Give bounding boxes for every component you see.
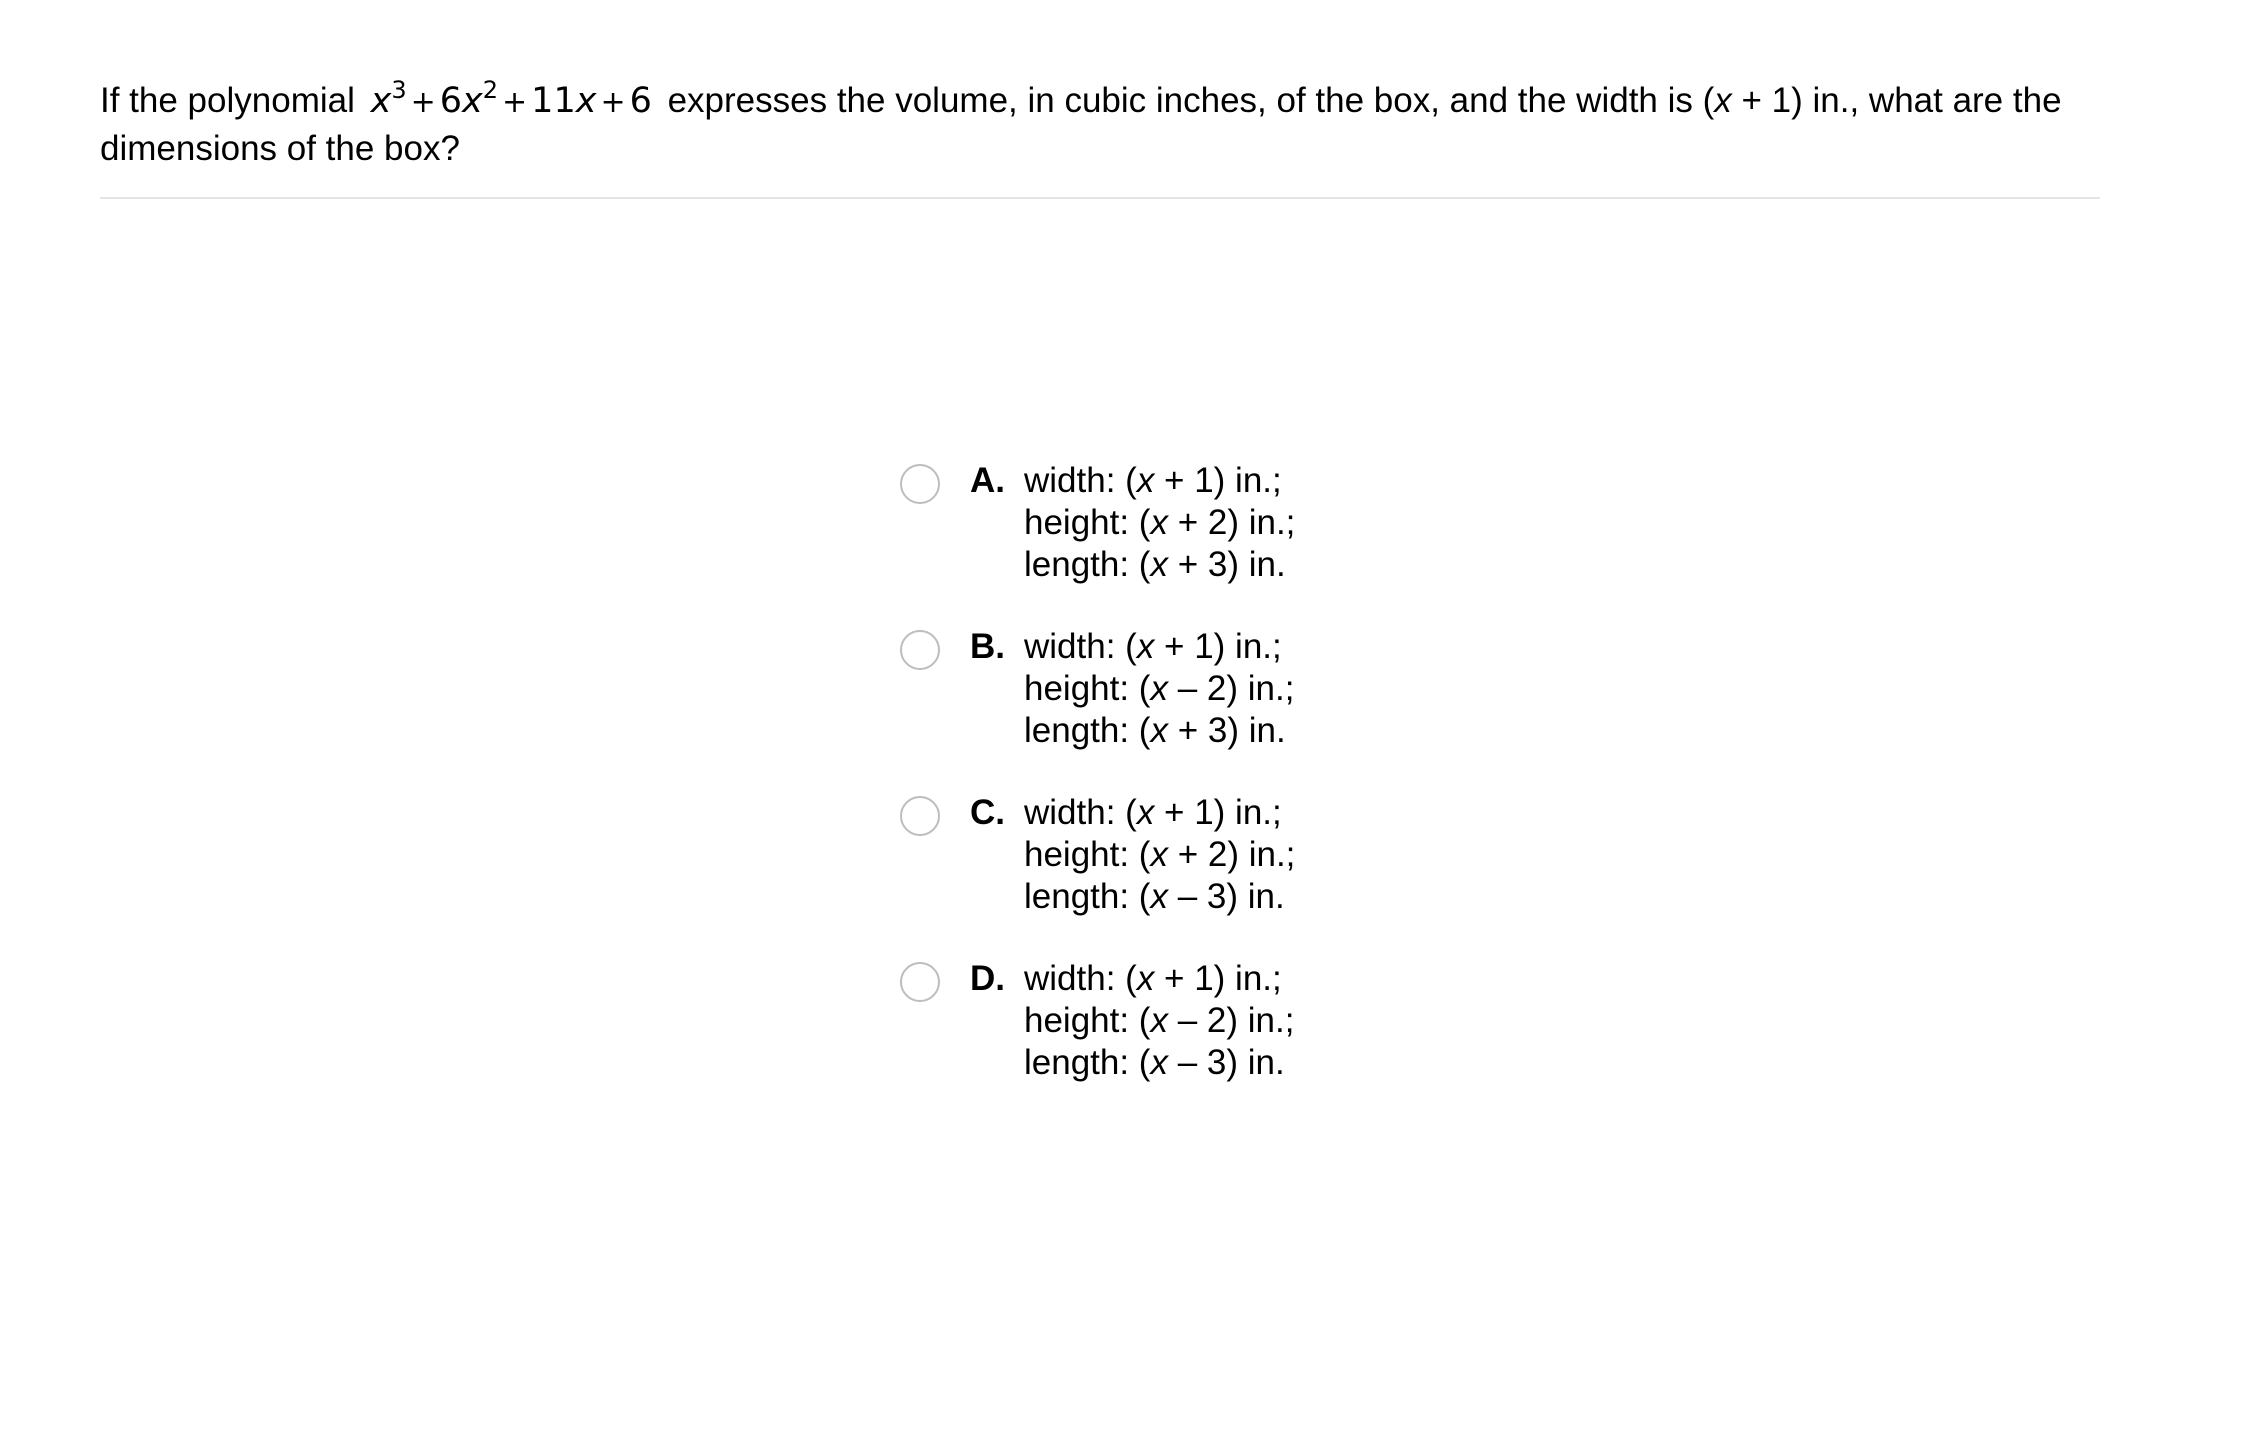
height-label: height: (	[1024, 835, 1151, 874]
variable: x	[1136, 627, 1155, 666]
width-label: width: (	[1024, 627, 1137, 666]
choice-a-text	[1024, 460, 1295, 586]
width-variable: x	[1714, 81, 1732, 120]
variable: x	[1150, 545, 1168, 584]
choice-b-letter: B.	[970, 627, 1005, 666]
term3-variable: x	[575, 81, 597, 121]
variable: x	[1150, 503, 1168, 542]
term2-exponent: 2	[482, 76, 499, 104]
choice-a-radio[interactable]	[900, 464, 940, 504]
variable: x	[1150, 669, 1168, 708]
question-prefix: If the polynomial	[100, 81, 355, 120]
variable: x	[1136, 793, 1155, 832]
height-rest: + 2) in.;	[1167, 835, 1296, 874]
length-rest: + 3) in.	[1167, 711, 1286, 750]
question-suffix: + 1) in., what are the dimensions of the box?	[100, 81, 2062, 168]
width-label: width: (	[1024, 959, 1137, 998]
choice-b-text	[1024, 626, 1294, 752]
choice-d-radio[interactable]	[900, 962, 940, 1002]
length-rest: – 3) in.	[1167, 877, 1285, 916]
variable: x	[1150, 1043, 1168, 1082]
term3-coefficient: 11	[531, 81, 576, 121]
height-rest: – 2) in.;	[1167, 1001, 1295, 1040]
variable: x	[1150, 877, 1168, 916]
choice-c-radio[interactable]	[900, 796, 940, 836]
choice-a-height	[1024, 502, 1295, 544]
term1-variable: x	[370, 81, 392, 121]
height-label: height: (	[1024, 669, 1151, 708]
height-rest: + 2) in.;	[1167, 503, 1296, 542]
operator-plus: +	[600, 85, 626, 120]
question-middle: expresses the volume, in cubic inches, of the box, and the width is (	[667, 81, 1715, 120]
term4-constant: 6	[629, 81, 652, 121]
height-label: height: (	[1024, 503, 1151, 542]
variable: x	[1150, 835, 1168, 874]
width-rest: + 1) in.;	[1154, 627, 1282, 666]
choice-c-width	[1024, 792, 1295, 834]
height-rest: – 2) in.;	[1167, 669, 1295, 708]
width-rest: + 1) in.;	[1154, 959, 1282, 998]
length-label: length: (	[1024, 1043, 1151, 1082]
choice-b-radio[interactable]	[900, 630, 940, 670]
choice-b-height	[1024, 668, 1294, 710]
choice-c-length	[1024, 876, 1295, 918]
operator-plus: +	[502, 85, 528, 120]
operator-plus: +	[410, 85, 436, 120]
choice-d-length	[1024, 1042, 1294, 1084]
choice-b-width	[1024, 626, 1294, 668]
term1-exponent: 3	[391, 76, 407, 104]
question-divider	[100, 197, 2100, 199]
choice-d-width	[1024, 958, 1294, 1000]
length-label: length: (	[1024, 711, 1151, 750]
length-rest: + 3) in.	[1167, 545, 1286, 584]
variable: x	[1150, 711, 1168, 750]
choice-c-height	[1024, 834, 1295, 876]
variable: x	[1136, 461, 1155, 500]
choice-a-letter: A.	[970, 461, 1005, 500]
width-label: width: (	[1024, 461, 1137, 500]
choice-a-length	[1024, 544, 1295, 586]
height-label: height: (	[1024, 1001, 1151, 1040]
choice-d-text	[1024, 958, 1294, 1084]
width-rest: + 1) in.;	[1154, 461, 1282, 500]
polynomial-expression	[370, 76, 652, 121]
term2-variable: x	[462, 81, 483, 121]
choice-b-length	[1024, 710, 1294, 752]
term2-coefficient: 6	[439, 81, 463, 121]
variable: x	[1150, 1001, 1168, 1040]
width-label: width: (	[1024, 793, 1137, 832]
length-rest: – 3) in.	[1167, 1043, 1285, 1082]
length-label: length: (	[1024, 545, 1151, 584]
variable: x	[1136, 959, 1155, 998]
width-rest: + 1) in.;	[1154, 793, 1282, 832]
choice-d-height	[1024, 1000, 1294, 1042]
choice-c-letter: C.	[970, 793, 1005, 832]
question-text	[100, 78, 2100, 172]
choice-c-text	[1024, 792, 1295, 918]
choice-a-width	[1024, 460, 1295, 502]
length-label: length: (	[1024, 877, 1151, 916]
choice-d-letter: D.	[970, 959, 1005, 998]
